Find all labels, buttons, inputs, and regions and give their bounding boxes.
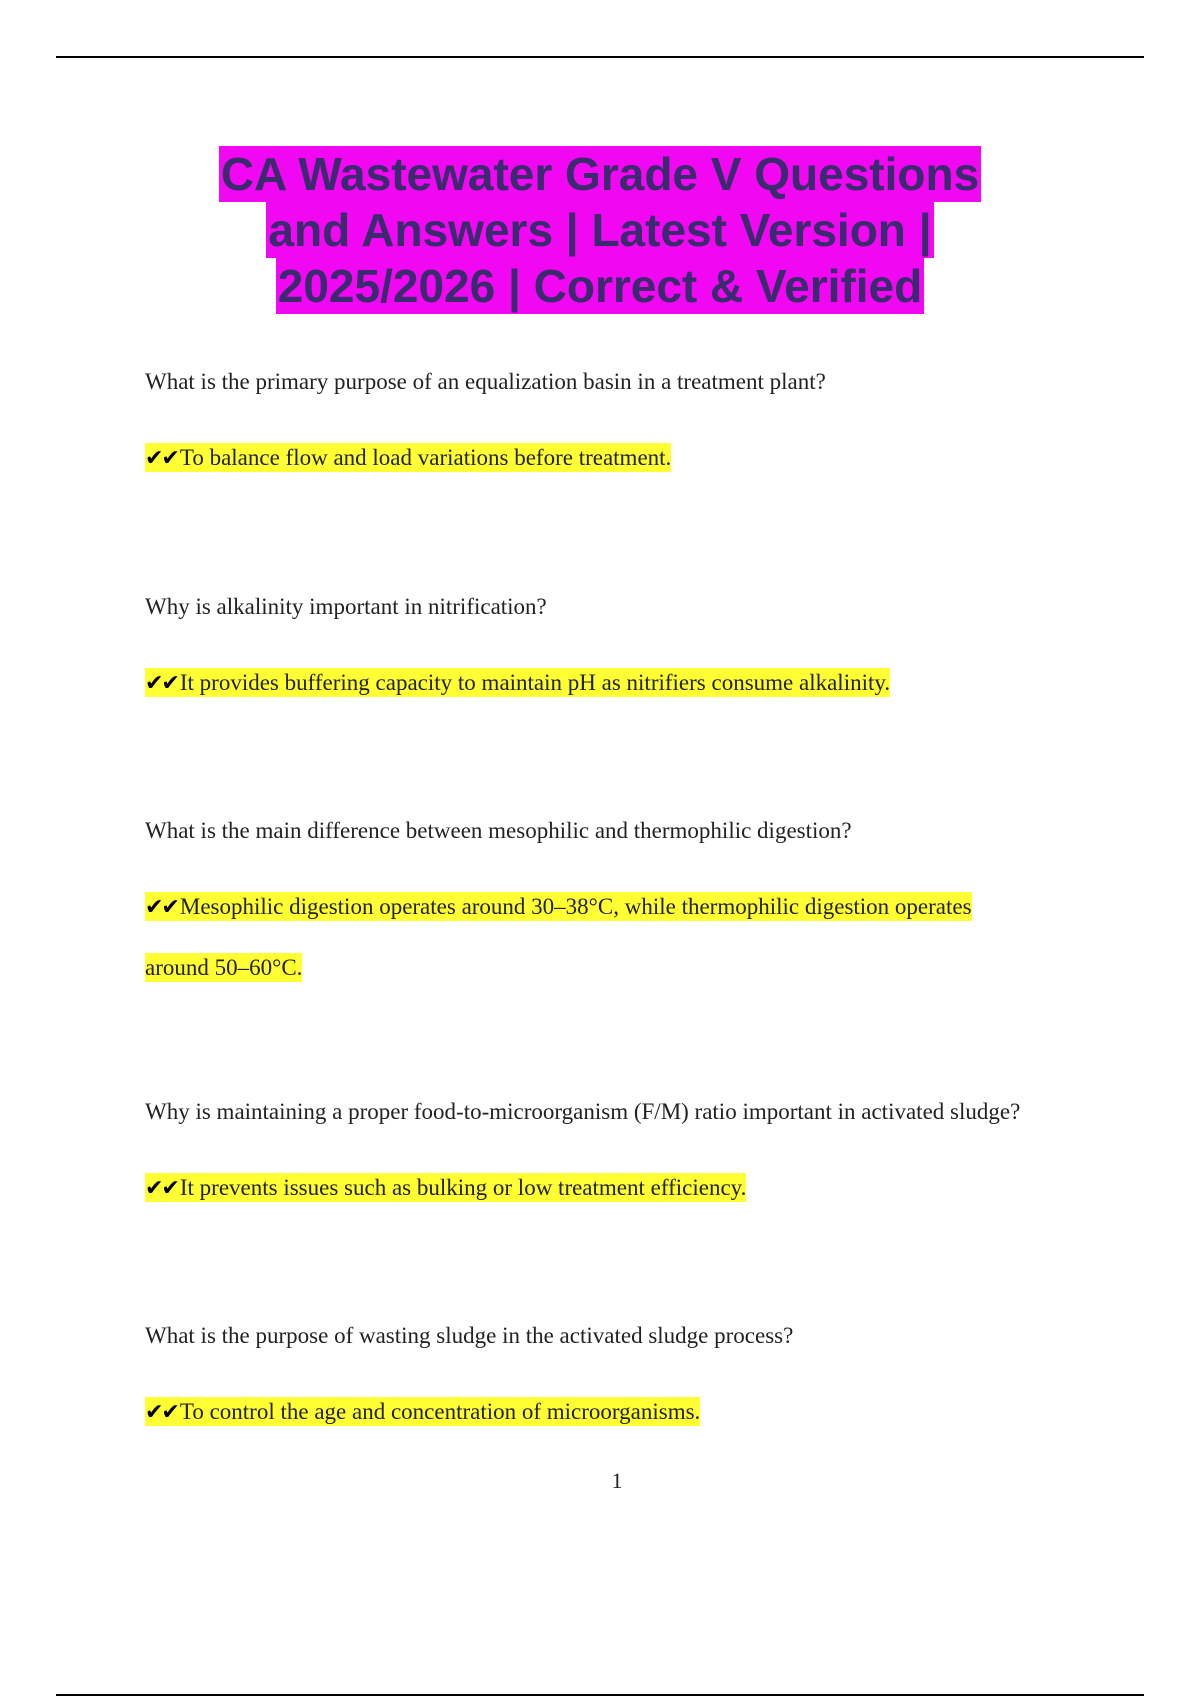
question-2: Why is alkalinity important in nitrification? xyxy=(145,594,547,619)
answer-5-line-1: To control the age and concentration of microorganisms. xyxy=(179,1399,701,1424)
title-line-3: 2025/2026 | Correct & Verified xyxy=(277,260,923,312)
answer-4 xyxy=(145,1173,746,1204)
answer-3 xyxy=(145,892,972,923)
double-check-icon: ✔✔ xyxy=(145,1176,178,1201)
answer-5 xyxy=(145,1397,700,1428)
answer-3-continuation xyxy=(145,953,302,983)
answer-4-line-1: It prevents issues such as bulking or low treatment efficiency. xyxy=(179,1175,747,1200)
double-check-icon: ✔✔ xyxy=(145,895,178,920)
answer-2-line-1: It provides buffering capacity to maintain pH as nitrifiers consume alkalinity. xyxy=(179,670,891,695)
question-5: What is the purpose of wasting sludge in the activated sludge process? xyxy=(145,1323,794,1348)
page-number: 1 xyxy=(611,1468,623,1493)
top-rule xyxy=(56,56,1144,58)
double-check-icon: ✔✔ xyxy=(145,446,178,471)
document-title xyxy=(150,146,1050,314)
answer-3-line-1: Mesophilic digestion operates around 30–38°C, while thermophilic digestion operates xyxy=(179,894,972,919)
double-check-icon: ✔✔ xyxy=(145,671,178,696)
answer-1 xyxy=(145,443,671,474)
double-check-icon: ✔✔ xyxy=(145,1400,178,1425)
answer-1-line-1: To balance flow and load variations before treatment. xyxy=(179,445,672,470)
title-line-2: and Answers | Latest Version | xyxy=(268,204,932,256)
bottom-rule xyxy=(56,1694,1144,1696)
title-line-1: CA Wastewater Grade V Questions xyxy=(220,148,980,200)
answer-2 xyxy=(145,668,890,699)
question-1: What is the primary purpose of an equalization basin in a treatment plant? xyxy=(145,369,826,394)
question-3: What is the main difference between mesophilic and thermophilic digestion? xyxy=(145,818,852,843)
answer-3-line-2: around 50–60°C. xyxy=(145,955,303,980)
question-4: Why is maintaining a proper food-to-microorganism (F/M) ratio important in activated sludge? xyxy=(145,1099,1021,1124)
